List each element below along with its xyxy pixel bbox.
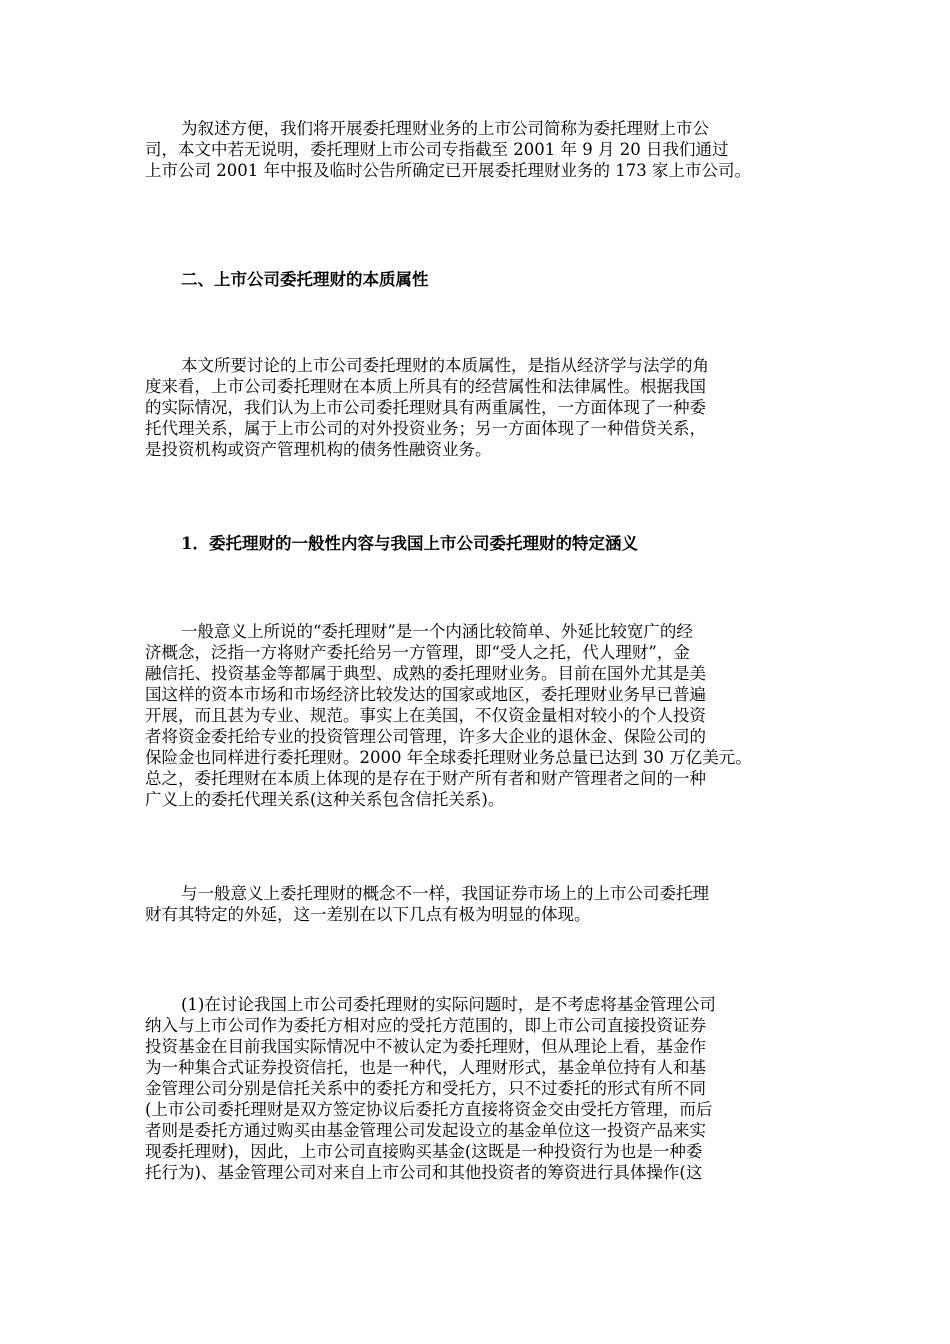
paragraph-line: 是投资机构或资产管理机构的债务性融资业务。 [145,440,492,459]
paragraph-line: 金管理公司分别是信托关系中的委托方和受托方，只不过委托的形式有所不同 [145,1079,706,1098]
section-heading: 二、上市公司委托理财的本质属性 [181,270,429,289]
paragraph-general-meaning [145,621,805,810]
paragraph-essence [145,355,805,460]
paragraph-line: 者则是委托方通过购买由基金管理公司发起设立的基金单位这一投资产品来实 [145,1121,706,1140]
paragraph-line: 司，本文中若无说明，委托理财上市公司专指截至 2001 年 9 月 20 日我们通过 [145,140,729,159]
paragraph-line: 财有其特定的外延，这一差别在以下几点有极为明显的体现。 [145,905,591,924]
paragraph-line: 开展，而且甚为专业、规范。事实上在美国，不仅资金量相对较小的个人投资 [145,706,706,725]
paragraph-line: 为叙述方便，我们将开展委托理财业务的上市公司简称为委托理财上市公 [181,119,709,138]
paragraph-line: 与一般意义上委托理财的概念不一样，我国证券市场上的上市公司委托理 [181,884,709,903]
paragraph-difference [145,883,805,925]
paragraph-line: 上市公司 2001 年中报及临时公告所确定已开展委托理财业务的 173 家上市公司。 [145,161,751,180]
paragraph-line: 总之，委托理财在本质上体现的是存在于财产所有者和财产管理者之间的一种 [145,769,706,788]
paragraph-intro [145,118,805,181]
paragraph-line: 为一种集合式证券投资信托，也是一种代，人理财形式，基金单位持有人和基 [145,1058,706,1077]
paragraph-line: 广义上的委托代理关系(这种关系包含信托关系)。 [145,790,505,809]
paragraph-line: 现委托理财)，因此，上市公司直接购买基金(这既是一种投资行为也是一种委 [145,1142,703,1161]
paragraph-line: 一般意义上所说的“委托理财”是一个内涵比较简单、外延比较宽广的经 [181,622,693,641]
paragraph-line: 纳入与上市公司作为委托方相对应的受托方范围的，即上市公司直接投资证券 [145,1016,706,1035]
paragraph-line: 者将资金委托给专业的投资管理公司管理，许多大企业的退休金、保险公司的 [145,727,706,746]
paragraph-line: (1)在讨论我国上市公司委托理财的实际问题时，是不考虑将基金管理公司 [181,995,716,1014]
paragraph-line: 投资基金在目前我国实际情况中不被认定为委托理财，但从理论上看，基金作 [145,1037,706,1056]
subsection-heading: 1．委托理财的一般性内容与我国上市公司委托理财的特定涵义 [181,534,638,553]
paragraph-line: 度来看，上市公司委托理财在本质上所具有的经营属性和法律属性。根据我国 [145,377,706,396]
paragraph-line: 济概念，泛指一方将财产委托给另一方管理，即“受人之托，代人理财”，金 [145,643,690,662]
paragraph-line: 托代理关系，属于上市公司的对外投资业务；另一方面体现了一种借贷关系， [145,419,706,438]
paragraph-line: 的实际情况，我们认为上市公司委托理财具有两重属性，一方面体现了一种委 [145,398,706,417]
paragraph-line: 国这样的资本市场和市场经济比较发达的国家或地区，委托理财业务早已普遍 [145,685,706,704]
paragraph-line: (上市公司委托理财是双方签定协议后委托方直接将资金交由受托方管理，而后 [145,1100,713,1119]
paragraph-line: 托行为)、基金管理公司对来自上市公司和其他投资者的筹资进行具体操作(这 [145,1163,703,1182]
paragraph-point-one [145,994,805,1183]
paragraph-line: 融信托、投资基金等都属于典型、成熟的委托理财业务。目前在国外尤其是美 [145,664,706,683]
paragraph-line: 保险金也同样进行委托理财。2000 年全球委托理财业务总量已达到 30 万亿美元。 [145,748,752,767]
paragraph-line: 本文所要讨论的上市公司委托理财的本质属性，是指从经济学与法学的角 [181,356,709,375]
